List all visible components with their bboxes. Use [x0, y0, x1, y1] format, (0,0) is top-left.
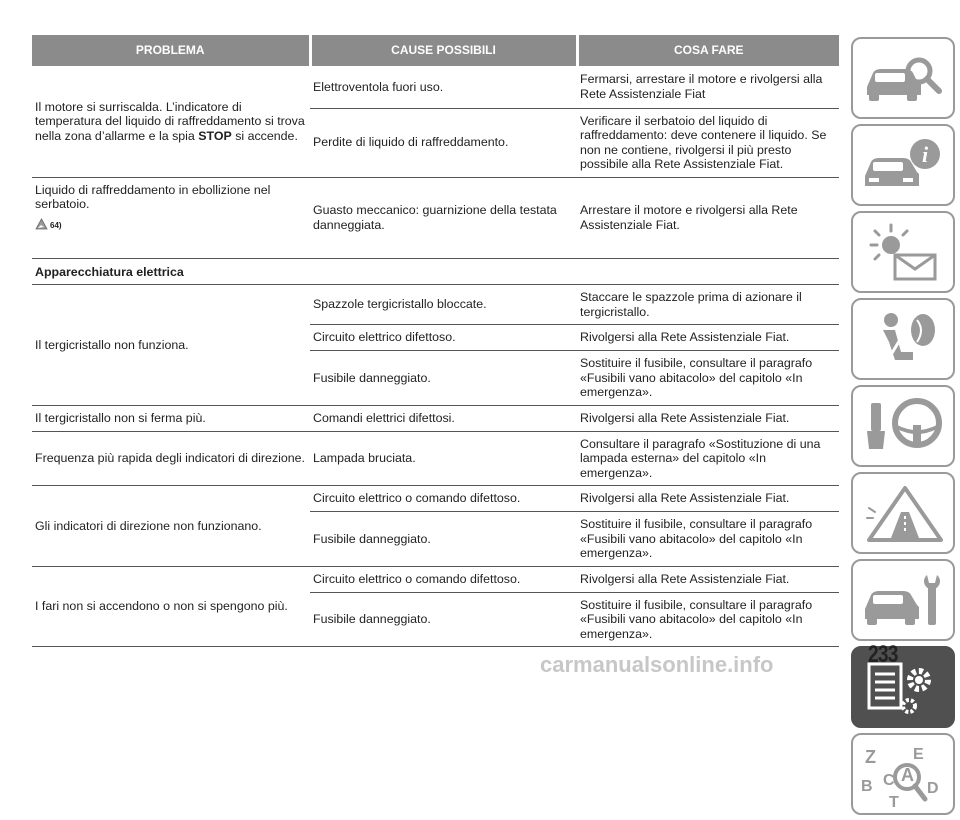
- cause-cell: Spazzole tergicristallo bloccate.: [310, 285, 577, 325]
- cause-cell: Fusibile danneggiato.: [310, 512, 577, 567]
- road-warning-icon: [861, 482, 947, 546]
- cause-cell: Fusibile danneggiato.: [310, 351, 577, 406]
- tab-safety[interactable]: [851, 298, 955, 380]
- cause-cell: Circuito elettrico o comando difettoso.: [310, 486, 577, 512]
- cause-cell: Guasto meccanico: guarnizione della testata danneggiata.: [310, 177, 577, 258]
- action-cell: Verificare il serbatoio del liquido di raffreddamento: deve contenere il liquido. Se non ne contiene, rivolgersi il più presto possibile alla Rete Assistenziale Fiat.: [577, 108, 839, 177]
- cause-cell: Elettroventola fuori uso.: [310, 66, 577, 108]
- index-letter: A: [901, 765, 914, 785]
- table-row: [32, 285, 839, 325]
- car-info-icon: [861, 134, 947, 198]
- problem-cell: Il tergicristallo non si ferma più.: [32, 405, 310, 431]
- tab-emergency[interactable]: [851, 472, 955, 554]
- key-steering-wheel-icon: [861, 395, 947, 459]
- page-number: 233: [868, 641, 898, 668]
- index-letter: B: [861, 778, 873, 795]
- tab-starting-driving[interactable]: [851, 385, 955, 467]
- section-title: Apparecchiatura elettrica: [32, 258, 839, 285]
- tab-car-search[interactable]: [851, 37, 955, 119]
- table-row: [32, 566, 839, 592]
- action-cell: Rivolgersi alla Rete Assistenziale Fiat.: [577, 405, 839, 431]
- table-row: [32, 66, 839, 108]
- action-cell: Rivolgersi alla Rete Assistenziale Fiat.: [577, 566, 839, 592]
- airbag-person-icon: [861, 308, 947, 372]
- table-row: [32, 405, 839, 431]
- table-header-row: [32, 35, 839, 66]
- troubleshooting-table: [32, 35, 839, 647]
- tab-maintenance[interactable]: [851, 559, 955, 641]
- problem-cell: [32, 177, 310, 258]
- cause-cell: Perdite di liquido di raffreddamento.: [310, 108, 577, 177]
- svg-text:i: i: [921, 142, 929, 167]
- table-row: [32, 177, 839, 258]
- note-number: 64): [50, 220, 62, 230]
- action-cell: Rivolgersi alla Rete Assistenziale Fiat.: [577, 486, 839, 512]
- stop-label: STOP: [198, 128, 232, 143]
- action-cell: Fermarsi, arrestare il motore e rivolgersi alla Rete Assistenziale Fiat: [577, 66, 839, 108]
- chapter-tabs: [851, 37, 955, 820]
- header-cosa-fare: COSA FARE: [577, 35, 839, 66]
- index-letter: T: [889, 794, 899, 807]
- problem-cell: Gli indicatori di direzione non funzionano.: [32, 486, 310, 567]
- warning-light-message-icon: [861, 221, 947, 285]
- warning-note-icon: [35, 218, 48, 230]
- section-row: [32, 258, 839, 285]
- action-cell: Sostituire il fusibile, consultare il paragrafo «Fusibili vano abitacolo» del capitolo «In emergenza».: [577, 592, 839, 647]
- cause-cell: Comandi elettrici difettosi.: [310, 405, 577, 431]
- problem-text: Liquido di raffreddamento in ebollizione nel serbatoio.: [35, 182, 271, 211]
- index-letter: D: [927, 780, 939, 797]
- car-search-icon: [861, 47, 947, 111]
- tab-index[interactable]: [851, 733, 955, 815]
- action-cell: Staccare le spazzole prima di azionare il tergicristallo.: [577, 285, 839, 325]
- problem-cell: I fari non si accendono o non si spengono più.: [32, 566, 310, 647]
- action-cell: Rivolgersi alla Rete Assistenziale Fiat.: [577, 325, 839, 351]
- problem-cell: Frequenza più rapida degli indicatori di direzione.: [32, 431, 310, 486]
- action-cell: Consultare il paragrafo «Sostituzione di una lampada esterna» del capitolo «In emergenza».: [577, 431, 839, 486]
- index-search-icon: [861, 743, 947, 807]
- action-cell: Arrestare il motore e rivolgersi alla Rete Assistenziale Fiat.: [577, 177, 839, 258]
- cause-cell: Circuito elettrico o comando difettoso.: [310, 566, 577, 592]
- note-reference: [35, 218, 306, 230]
- header-problema: PROBLEMA: [32, 35, 310, 66]
- tab-technical-data[interactable]: [851, 646, 955, 728]
- cause-cell: Fusibile danneggiato.: [310, 592, 577, 647]
- table-row: [32, 486, 839, 512]
- tab-car-info[interactable]: [851, 124, 955, 206]
- problem-cell: [32, 66, 310, 177]
- cause-cell: Lampada bruciata.: [310, 431, 577, 486]
- action-cell: Sostituire il fusibile, consultare il paragrafo «Fusibili vano abitacolo» del capitolo «In emergenza».: [577, 351, 839, 406]
- car-wrench-icon: [861, 569, 947, 633]
- troubleshooting-table-container: [32, 35, 839, 647]
- action-cell: Sostituire il fusibile, consultare il paragrafo «Fusibili vano abitacolo» del capitolo «In emergenza».: [577, 512, 839, 567]
- problem-cell: Il tergicristallo non funziona.: [32, 285, 310, 406]
- index-letter: Z: [865, 747, 876, 767]
- cause-cell: Circuito elettrico difettoso.: [310, 325, 577, 351]
- watermark: carmanualsonline.info: [540, 652, 774, 677]
- header-cause-possibili: CAUSE POSSIBILI: [310, 35, 577, 66]
- index-letter: C: [883, 772, 895, 789]
- problem-text: Il motore si surriscalda. L’indicatore di temperatura del liquido di raffreddamento si trova nella zona d’allarme e la spia: [35, 99, 305, 143]
- index-letter: E: [913, 746, 924, 763]
- tab-warning-lights[interactable]: [851, 211, 955, 293]
- table-row: [32, 431, 839, 486]
- problem-text: si accende.: [231, 128, 298, 143]
